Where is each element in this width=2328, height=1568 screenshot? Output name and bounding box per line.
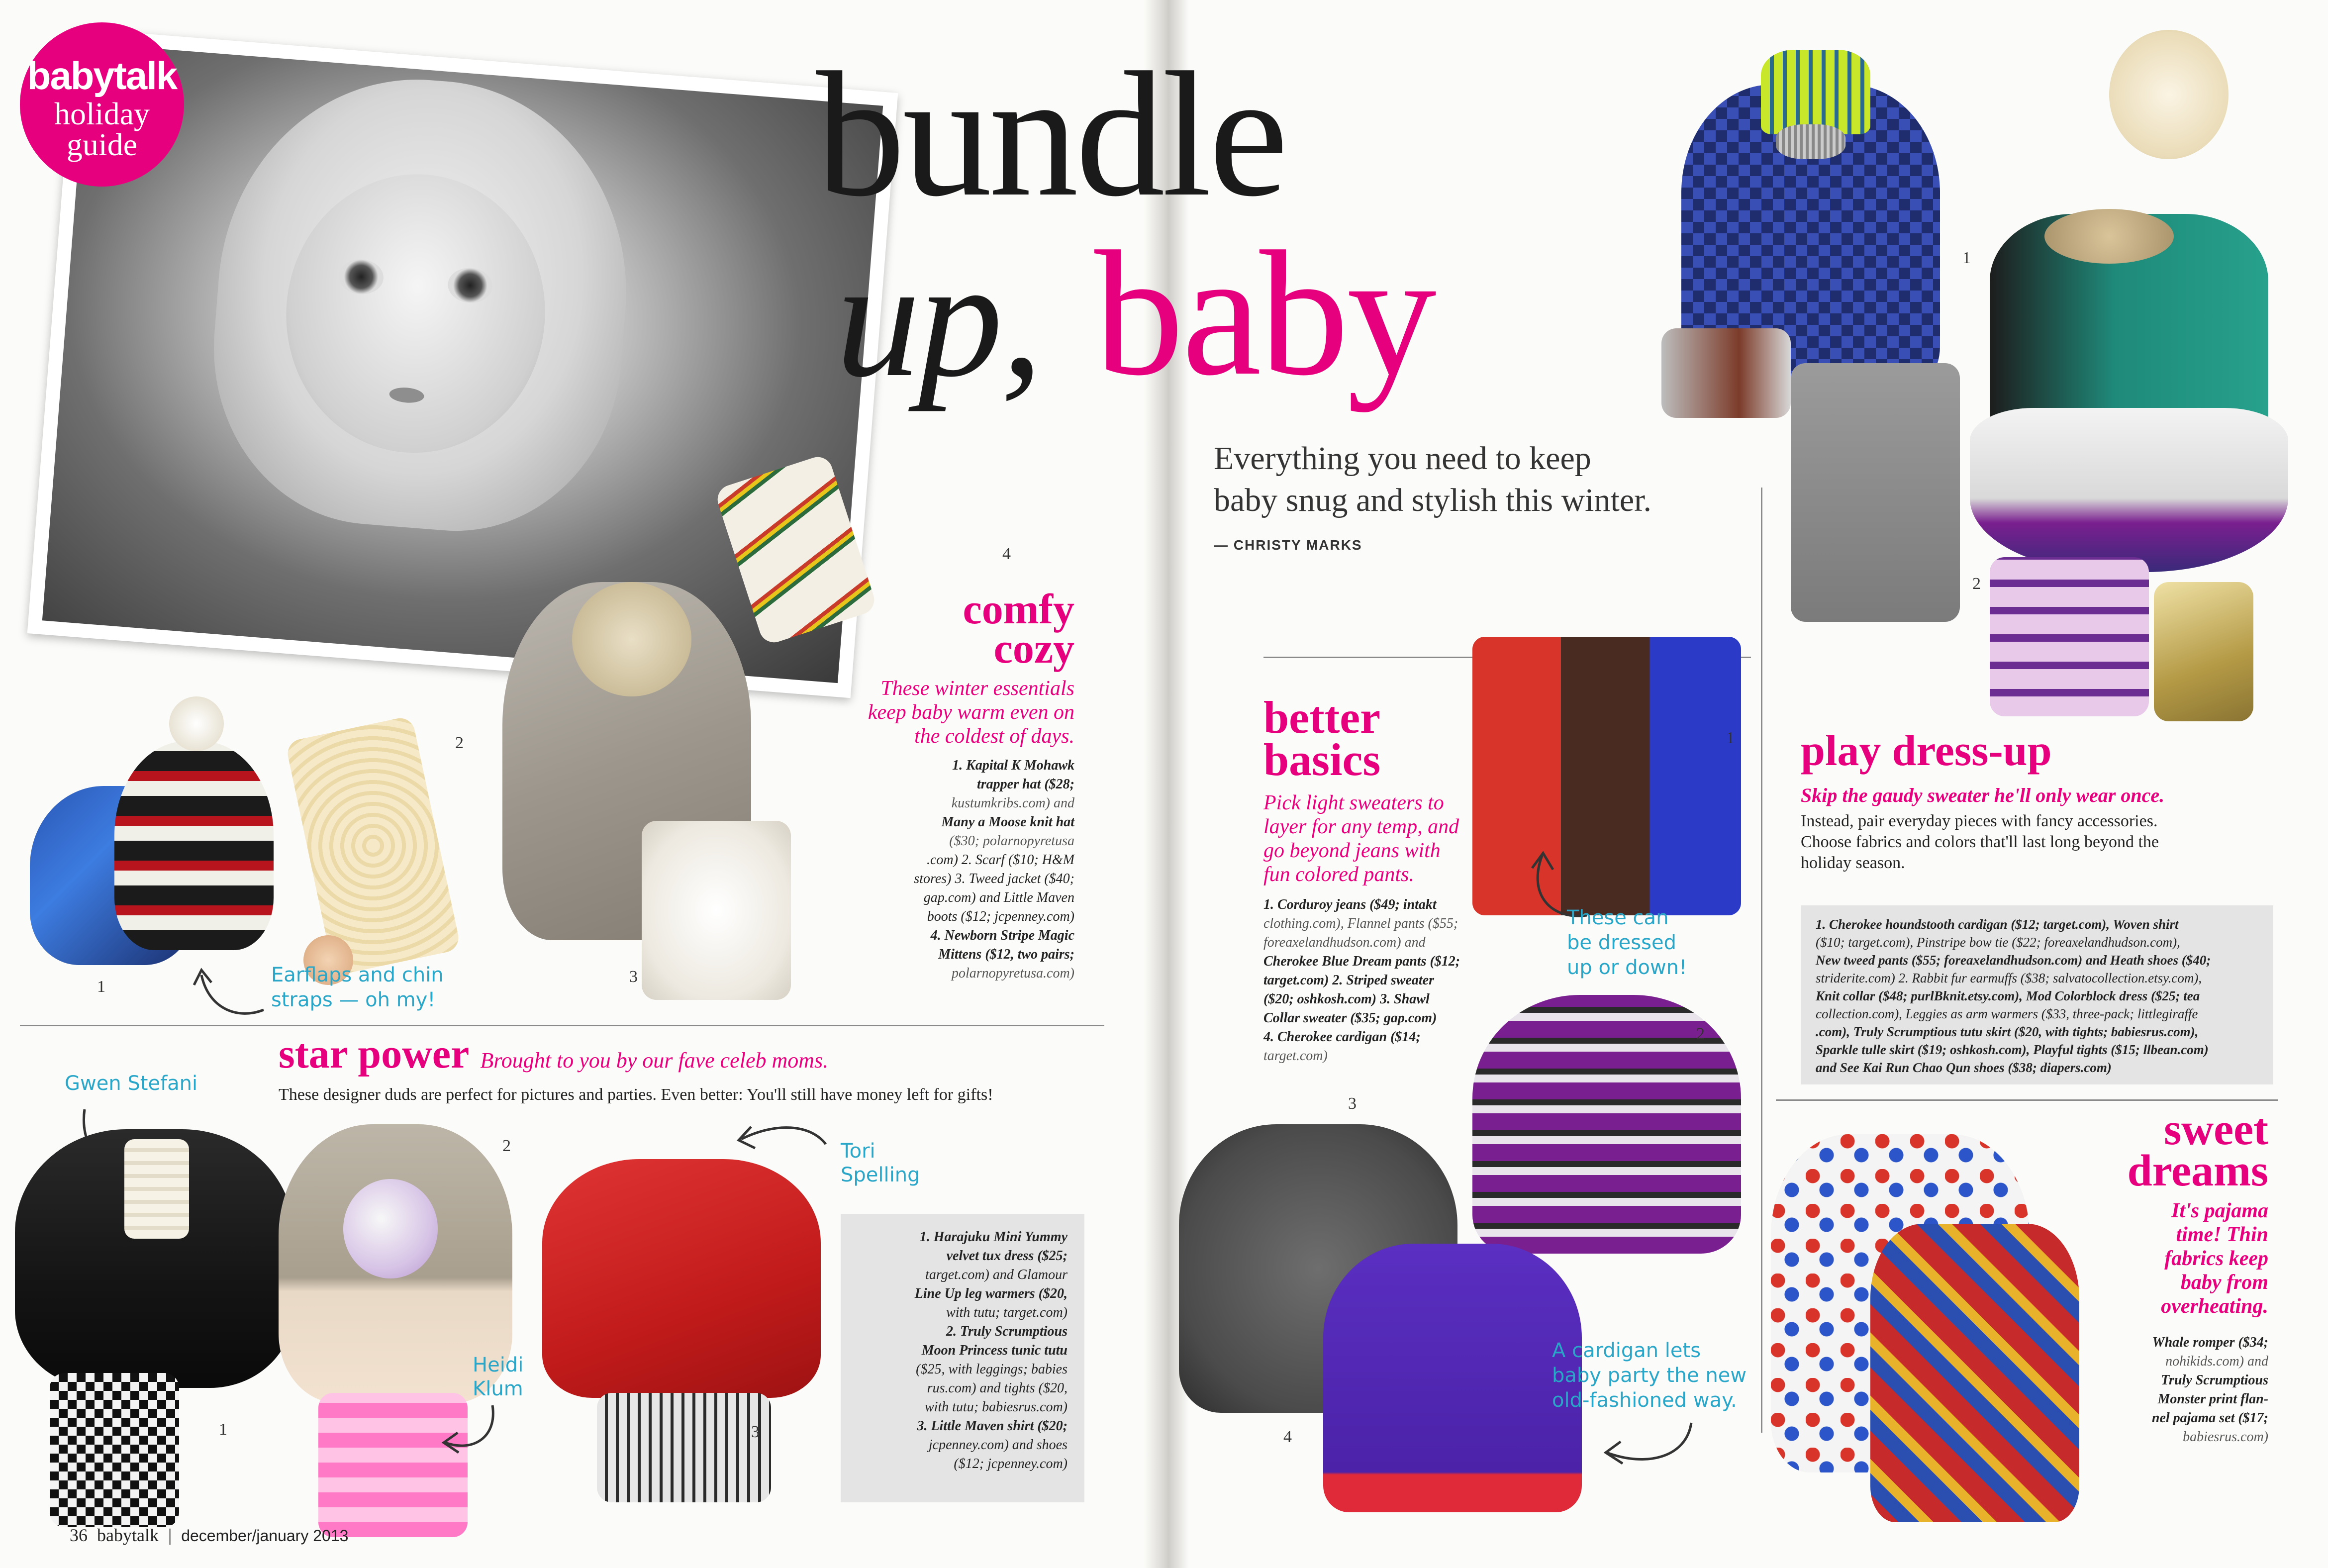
- play-dress-up-body: [1801, 811, 2159, 874]
- dressup-credit-line: 1. Cherokee houndstooth cardigan ($12; target.com), Woven shirt: [1816, 917, 2179, 932]
- better-deck-line4: fun colored pants.: [1263, 863, 1414, 886]
- comfy-num-2: 2: [455, 734, 464, 752]
- comfy-num-1: 1: [97, 978, 105, 996]
- dressup-num-1: 1: [1962, 249, 1971, 267]
- right-vertical-rule: [1761, 488, 1762, 1433]
- fur-boots-image: [642, 821, 791, 1000]
- comfy-credit-line: Many a Moose knit hat: [941, 814, 1074, 830]
- left-section-divider: [20, 1025, 1104, 1026]
- comfy-credit-line: trapper hat ($28;: [977, 777, 1074, 792]
- celeb-tori-line2: Spelling: [841, 1164, 920, 1186]
- plaid-shirt-collar-image: [1761, 50, 1870, 134]
- sweet-deck-line3: fabrics keep: [2164, 1247, 2268, 1270]
- better-deck-line3: go beyond jeans with: [1263, 839, 1441, 862]
- star-credit-line: velvet tux dress ($25;: [946, 1248, 1067, 1264]
- better-title-line1: better: [1263, 692, 1380, 743]
- badge-line1: holiday: [54, 96, 150, 131]
- star-credit-line: 1. Harajuku Mini Yummy: [919, 1229, 1067, 1245]
- intro-line1: Everything you need to keep: [1214, 440, 1591, 477]
- star-credit-line: 2. Truly Scrumptious: [946, 1324, 1067, 1339]
- better-credit-line: 4. Cherokee cardigan ($14;: [1263, 1029, 1421, 1045]
- tori-arrow: [731, 1119, 831, 1169]
- better-deck-line2: layer for any temp, and: [1263, 815, 1459, 838]
- bow-tie-image: [1776, 124, 1845, 159]
- footer-separator: |: [168, 1525, 172, 1545]
- star-credit-line: Moon Princess tunic tutu: [921, 1343, 1067, 1358]
- sweet-dreams-rule: [1776, 1099, 2278, 1101]
- dressed-up-note-line1: These can: [1567, 906, 1669, 929]
- sweet-deck-line2: time! Thin: [2176, 1223, 2268, 1246]
- better-credit-line: target.com): [1263, 1048, 1328, 1064]
- tutu-skirt-image: [1970, 408, 2288, 572]
- gold-shoes-image: [2154, 582, 2253, 721]
- better-basics-title: [1263, 692, 1381, 785]
- headline-up: up,: [836, 224, 1041, 412]
- better-num-3: 3: [1348, 1094, 1357, 1113]
- star-power-heading: [279, 1031, 829, 1077]
- heidi-arrow: [438, 1403, 507, 1458]
- moose-knit-hat-image: [114, 741, 274, 950]
- dressup-credit-line: collection.com), Leggies as arm warmers ($33, three-pack; littlegiraffe: [1816, 1006, 2198, 1021]
- page-number: 36: [70, 1525, 88, 1545]
- star-credit-line: ($12; jcpenney.com): [954, 1456, 1067, 1471]
- owl-applique-image: [343, 1179, 438, 1278]
- sweet-credit-line: nohikids.com) and: [2165, 1354, 2268, 1369]
- dressup-body-line2: Choose fabrics and colors that'll last long beyond the: [1801, 833, 2159, 851]
- cardigan-note-line3: old-fashioned way.: [1552, 1389, 1737, 1412]
- dressed-up-note-line2: be dressed: [1567, 931, 1676, 954]
- heath-shoes-image: [1661, 328, 1791, 418]
- dressup-credit-line: ($10; target.com), Pinstripe bow tie ($22; foreaxelandhudson.com),: [1816, 935, 2180, 950]
- better-deck-line1: Pick light sweaters to: [1263, 791, 1444, 814]
- earflaps-note-line1: Earflaps and chin: [271, 964, 444, 986]
- celeb-heidi-line2: Klum: [473, 1377, 523, 1400]
- comfy-title-line1: comfy: [963, 585, 1074, 633]
- star-num-1: 1: [219, 1420, 227, 1439]
- better-num-1: 1: [1726, 729, 1735, 747]
- sweet-title-line2: dreams: [2127, 1146, 2268, 1195]
- sweet-title-line1: sweet: [2164, 1105, 2268, 1154]
- sweet-deck-line1: It's pajama: [2171, 1199, 2268, 1222]
- dressup-credit-line: Sparkle tulle skirt ($19; oshkosh.com), Playful tights ($15; llbean.com): [1816, 1042, 2209, 1057]
- star-num-2: 2: [502, 1137, 511, 1155]
- dressed-up-note: [1567, 905, 1687, 980]
- star-power-body: These designer duds are perfect for pictures and parties. Even better: You'll still have money left for gifts!: [279, 1085, 993, 1104]
- celeb-heidi-line1: Heidi: [473, 1354, 524, 1376]
- earflaps-note: [271, 963, 444, 1012]
- better-credit-line: Collar sweater ($35; gap.com): [1263, 1010, 1437, 1026]
- headline-baby: baby: [1094, 214, 1435, 412]
- fur-earmuffs-image: [2109, 30, 2229, 159]
- star-credit-line: Line Up leg warmers ($20,: [914, 1286, 1067, 1301]
- dressup-body-line3: holiday season.: [1801, 854, 1905, 872]
- playful-tights-image: [1990, 557, 2149, 716]
- celeb-tori: [841, 1139, 920, 1187]
- comfy-num-3: 3: [629, 968, 638, 986]
- comfy-credit-line: stores) 3. Tweed jacket ($40;: [914, 871, 1074, 886]
- star-credit-line: with tutu; babiesrus.com): [925, 1399, 1067, 1415]
- star-power-title: star power: [279, 1031, 470, 1077]
- tweed-pants-image: [1791, 363, 1960, 622]
- star-power-deck: Brought to you by our fave celeb moms.: [480, 1048, 829, 1073]
- comfy-deck-line2: keep baby warm even on: [868, 701, 1074, 724]
- comfy-deck: [776, 677, 1074, 748]
- badge-line2: guide: [66, 127, 138, 162]
- intro-byline: — CHRISTY MARKS: [1214, 537, 1362, 553]
- sweet-credit-line: Truly Scrumptious: [2160, 1372, 2268, 1388]
- comfy-credit-line: boots ($12; jcpenney.com): [927, 909, 1074, 924]
- star-credit-line: target.com) and Glamour: [925, 1267, 1067, 1282]
- dressup-body-line1: Instead, pair everyday pieces with fancy accessories.: [1801, 812, 2158, 830]
- earflaps-note-line2: straps — oh my!: [271, 988, 436, 1011]
- comfy-credit-line: 4. Newborn Stripe Magic: [930, 928, 1074, 943]
- sweet-credit-line: nel pajama set ($17;: [2151, 1410, 2268, 1426]
- comfy-title-line2: cozy: [993, 624, 1074, 673]
- better-credit-line: Cherokee Blue Dream pants ($12;: [1263, 954, 1460, 969]
- sweet-dreams-deck: [2099, 1199, 2268, 1318]
- comfy-num-4: 4: [1002, 545, 1011, 563]
- footer-brand: babytalk: [97, 1525, 159, 1545]
- left-footer: [70, 1525, 348, 1546]
- headline-bundle: bundle: [816, 35, 1285, 233]
- better-title-line2: basics: [1263, 734, 1381, 785]
- star-credit-line: ($25, with leggings; babies: [916, 1362, 1067, 1377]
- comfy-credits: [816, 756, 1074, 983]
- better-basics-credits: [1263, 895, 1460, 1066]
- star-credits-box: [841, 1214, 1084, 1502]
- celeb-gwen: Gwen Stefani: [65, 1072, 198, 1095]
- comfy-deck-line1: These winter essentials: [880, 677, 1074, 700]
- better-credit-line: 1. Corduroy jeans ($49; intakt: [1263, 897, 1437, 912]
- cardigan-note: [1552, 1338, 1746, 1413]
- earflaps-arrow: [189, 965, 269, 1025]
- tux-bib-image: [124, 1139, 189, 1239]
- better-credit-line: target.com) 2. Striped sweater: [1263, 973, 1434, 988]
- sneakers-image: [597, 1393, 771, 1502]
- better-basics-deck: [1263, 791, 1459, 886]
- hat-pompom-image: [169, 696, 224, 751]
- dressup-num-2: 2: [1972, 575, 1981, 593]
- comfy-credit-line: gap.com) and Little Maven: [923, 890, 1074, 905]
- sweet-dreams-credits: [2079, 1333, 2268, 1447]
- better-num-4: 4: [1283, 1428, 1292, 1446]
- leg-warmers-image: [50, 1373, 179, 1527]
- star-credit-line: jcpenney.com) and shoes: [928, 1437, 1067, 1453]
- intro-text: [1214, 438, 1651, 521]
- intro-line2: baby snug and stylish this winter.: [1214, 482, 1651, 518]
- dressup-credit-line: New tweed pants ($55; foreaxelandhudson.com) and Heath shoes ($40;: [1816, 953, 2211, 968]
- jacket-hood-fur-image: [572, 582, 691, 696]
- play-dress-up-title: play dress-up: [1801, 727, 2052, 775]
- star-num-3: 3: [751, 1423, 760, 1441]
- dressup-credits-box: [1801, 905, 2273, 1084]
- dressup-credit-line: striderite.com) 2. Rabbit fur earmuffs ($38; salvatocollection.etsy.com),: [1816, 971, 2202, 985]
- star-credit-line: 3. Little Maven shirt ($20;: [917, 1418, 1067, 1434]
- dressup-credit-line: and See Kai Run Chao Qun shoes ($38; diapers.com): [1816, 1060, 2112, 1075]
- comfy-cozy-title: [875, 585, 1074, 673]
- sweet-credit-line: babiesrus.com): [2183, 1429, 2268, 1445]
- cardigan-arrow: [1592, 1418, 1701, 1472]
- footer-date: december/january 2013: [181, 1527, 349, 1545]
- dressup-credit-line: .com), Truly Scrumptious tutu skirt ($20, with tights; babiesrus.com),: [1816, 1024, 2199, 1039]
- play-dress-up-deck: Skip the gaudy sweater he'll only wear once.: [1801, 784, 2165, 806]
- sweet-dreams-title: [2089, 1105, 2268, 1195]
- sweet-deck-line4: baby from: [2180, 1271, 2268, 1294]
- comfy-credit-line: 1. Kapital K Mohawk: [952, 758, 1074, 773]
- better-credit-line: clothing.com), Flannel pants ($55;: [1263, 916, 1458, 931]
- sweet-credit-line: Monster print flan-: [2157, 1391, 2268, 1407]
- holiday-guide-badge: [20, 22, 184, 187]
- comfy-credit-line: polarnopyretusa.com): [951, 966, 1074, 981]
- purple-cardigan-image: [1323, 1244, 1582, 1512]
- cardigan-note-line1: A cardigan lets: [1552, 1339, 1701, 1362]
- badge-brand: babytalk: [27, 54, 177, 98]
- celeb-heidi: [473, 1353, 523, 1401]
- better-credit-line: ($20; oshkosh.com) 3. Shawl: [1263, 991, 1430, 1007]
- sweet-deck-line5: overheating.: [2161, 1295, 2268, 1318]
- dressed-up-note-line3: up or down!: [1567, 956, 1687, 979]
- comfy-credit-line: .com) 2. Scarf ($10; H&M: [926, 852, 1074, 868]
- celeb-tori-line1: Tori: [841, 1140, 875, 1163]
- red-shirt-image: [542, 1159, 821, 1398]
- knit-collar-image: [2044, 209, 2174, 264]
- star-credit-line: rus.com) and tights ($20,: [927, 1380, 1067, 1396]
- sweet-credit-line: Whale romper ($34;: [2152, 1335, 2268, 1350]
- comfy-credit-line: Mittens ($12, two pairs;: [938, 947, 1074, 962]
- comfy-credit-line: ($30; polarnopyretusa: [949, 833, 1074, 849]
- better-num-2: 2: [1696, 1025, 1705, 1043]
- comfy-credit-line: kustumkribs.com) and: [951, 795, 1074, 811]
- dressup-credit-line: Knit collar ($48; purlBknit.etsy.com), Mod Colorblock dress ($25; tea: [1816, 988, 2200, 1003]
- monster-pajama-set-image: [1870, 1224, 2079, 1522]
- cardigan-note-line2: baby party the new: [1552, 1364, 1747, 1387]
- star-credit-line: with tutu; target.com): [946, 1305, 1067, 1320]
- comfy-deck-line3: the coldest of days.: [914, 725, 1074, 748]
- better-credit-line: foreaxelandhudson.com) and: [1263, 935, 1426, 950]
